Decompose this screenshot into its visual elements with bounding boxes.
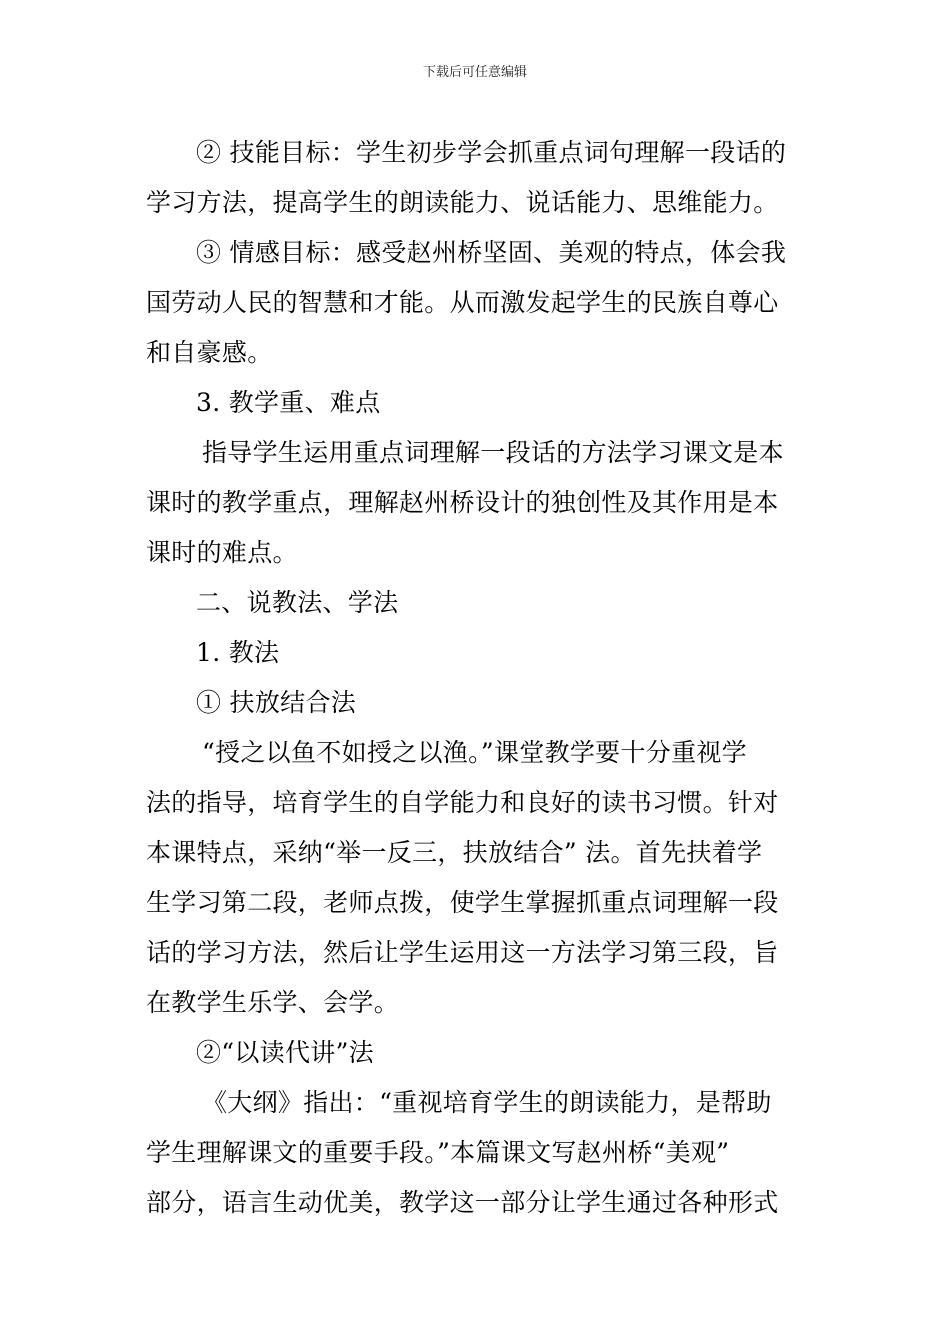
method-heading-2: ②“以读代讲”法 [196,1038,374,1067]
document-body [146,128,808,1228]
section-heading-key-points: 3. 教学重、难点 [196,388,381,417]
key-points-line-2: 课时的教学重点，理解赵州桥设计的独创性及其作用是本 [146,488,779,517]
method-1-line-4: 生学习第二段，老师点拨，使学生掌握抓重点词理解一段 [146,888,779,917]
method-2-line-3: 部分，语言生动优美，教学这一部分让学生通过各种形式 [146,1188,779,1217]
key-points-line-3: 课时的难点。 [146,538,298,567]
method-1-line-5: 话的学习方法，然后让学生运用这一方法学习第三段，旨 [146,938,779,967]
method-1-line-1: “授之以鱼不如授之以渔。”课堂教学要十分重视学 [202,738,747,767]
skill-goal-line-2: 学习方法，提高学生的朗读能力、说话能力、思维能力。 [146,188,779,217]
key-points-line-1: 指导学生运用重点词理解一段话的方法学习课文是本 [202,438,784,467]
emotion-goal-line-1: ③ 情感目标：感受赵州桥坚固、美观的特点，体会我 [196,238,787,267]
method-1-line-6: 在教学生乐学、会学。 [146,988,400,1017]
skill-goal-line-1: ② 技能目标：学生初步学会抓重点词句理解一段话的 [196,138,787,167]
method-2-line-2: 学生理解课文的重要手段。”本篇课文写赵州桥“美观” [146,1138,730,1167]
emotion-goal-line-2: 国劳动人民的智慧和才能。从而激发起学生的民族自尊心 [146,288,779,317]
emotion-goal-line-3: 和自豪感。 [146,338,273,367]
subheading-teaching-method: 1. 教法 [196,638,280,667]
method-heading-1: ① 扶放结合法 [196,688,357,717]
method-1-line-2: 法的指导，培育学生的自学能力和良好的读书习惯。针对 [146,788,779,817]
section-heading-methods: 二、说教法、学法 [196,588,399,617]
method-2-line-1: 《大纲》指出：“重视培育学生的朗读能力，是帮助 [202,1088,772,1117]
method-1-line-3: 本课特点，采纳“举一反三，扶放结合” 法。首先扶着学 [146,838,763,867]
page-header: 下载后可任意编辑 [422,65,527,80]
